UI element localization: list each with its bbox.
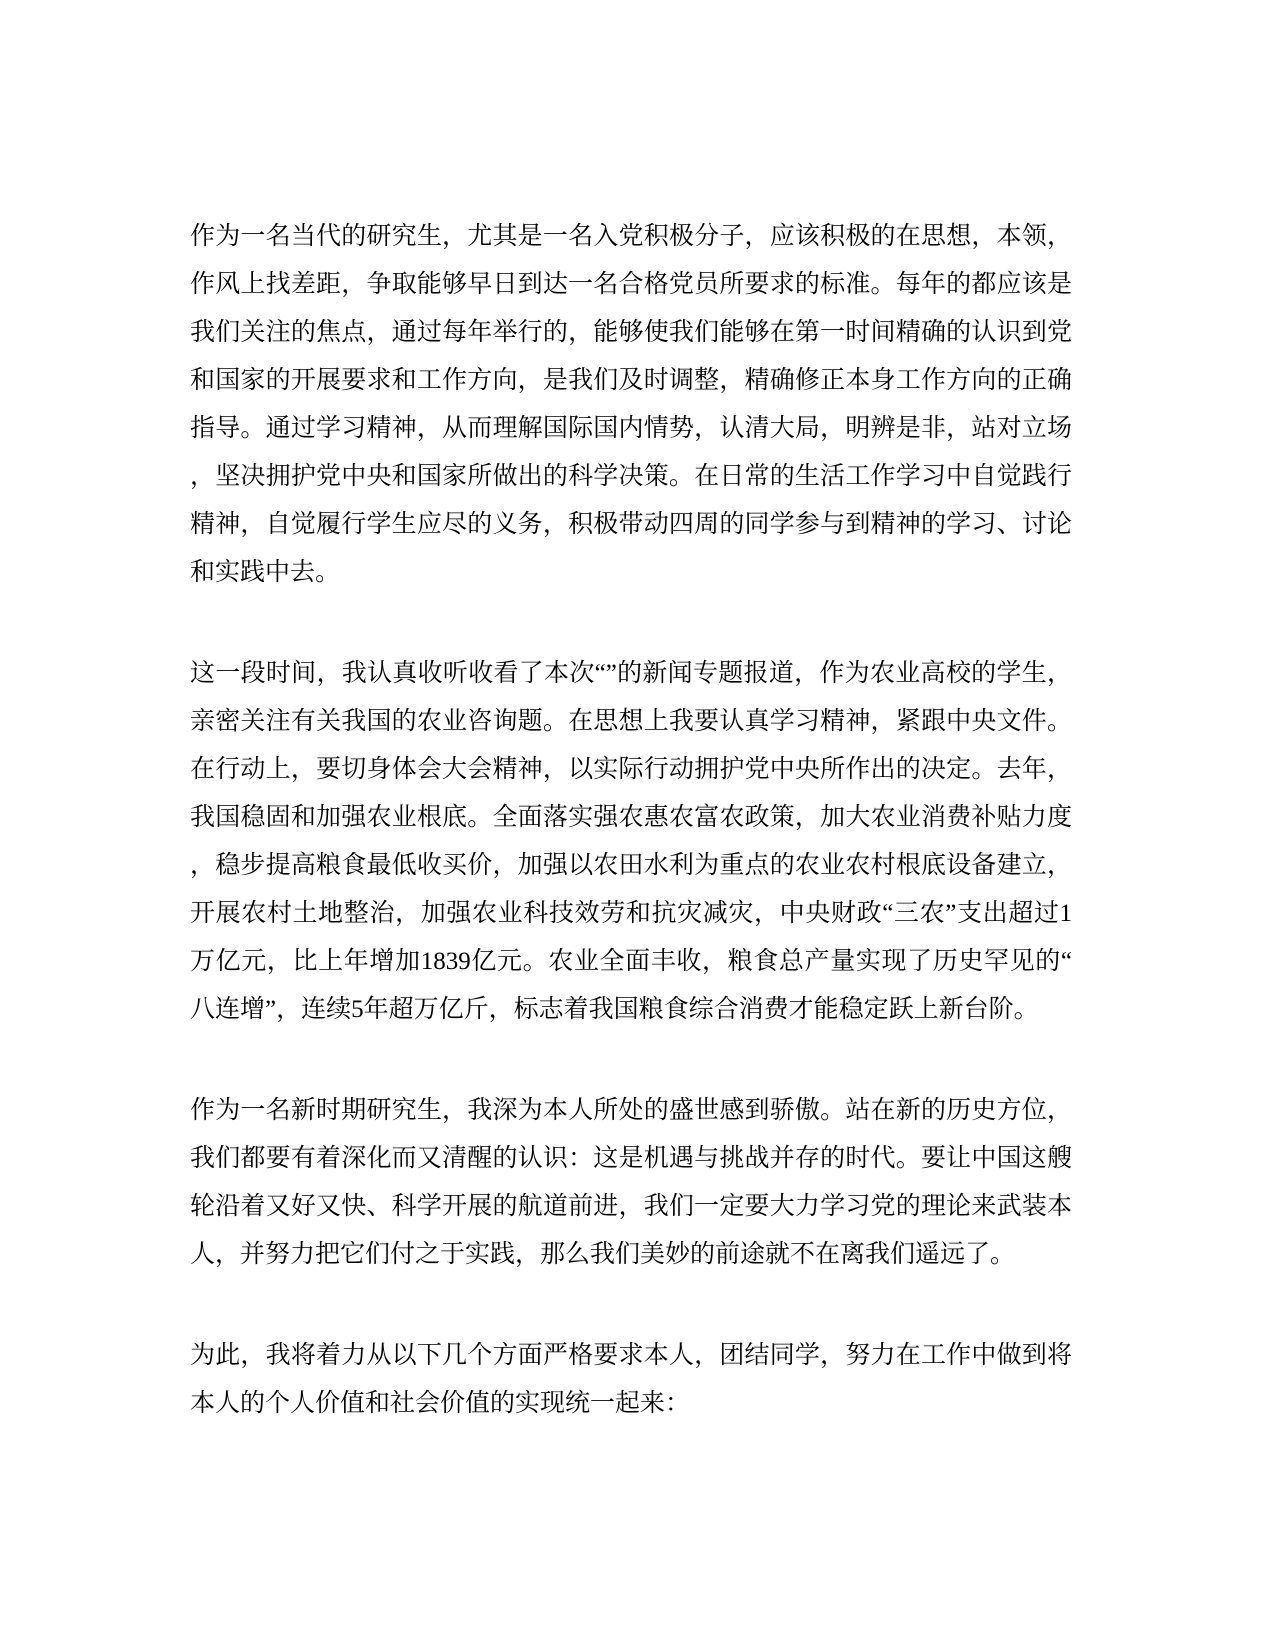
- text-line: 作为一名当代的研究生，尤其是一名入党积极分子，应该积极的在思想，本领，: [190, 223, 1072, 250]
- text-line: 作风上找差距，争取能够早日到达一名合格党员所要求的标准。每年的都应该是: [190, 271, 1072, 298]
- text-line: 开展农村土地整治，加强农业科技效劳和抗灾减灾，中央财政“三农”支出超过1: [190, 900, 1072, 927]
- text-line: 人，并努力把它们付之于实践，那么我们美妙的前途就不在离我们遥远了。: [190, 1241, 1016, 1268]
- text-line: 我国稳固和加强农业根底。全面落实强农惠农富农政策，加大农业消费补贴力度: [190, 804, 1072, 831]
- text-line: 八连增”，连续5年超万亿斤，标志着我国粮食综合消费才能稳定跃上新台阶。: [190, 996, 1039, 1023]
- text-line: 这一段时间，我认真收听收看了本次“”的新闻专题报道，作为农业高校的学生，: [190, 660, 1072, 687]
- text-line: ，坚决拥护党中央和国家所做出的科学决策。在日常的生活工作学习中自觉践行: [190, 463, 1072, 490]
- text-line: 本人的个人价值和社会价值的实现统一起来：: [190, 1390, 691, 1417]
- text-line: 轮沿着又好又快、科学开展的航道前进，我们一定要大力学习党的理论来武装本: [190, 1193, 1072, 1220]
- text-line: 在行动上，要切身体会大会精神，以实际行动拥护党中央所作出的决定。去年，: [190, 756, 1072, 783]
- text-line: 精神，自觉履行学生应尽的义务，积极带动四周的同学参与到精神的学习、讨论: [190, 511, 1072, 538]
- paragraph: [190, 1332, 1072, 1428]
- text-line: 为此，我将着力从以下几个方面严格要求本人，团结同学，努力在工作中做到将: [190, 1342, 1072, 1369]
- text-line: 作为一名新时期研究生，我深为本人所处的盛世感到骄傲。站在新的历史方位，: [190, 1097, 1072, 1124]
- paragraph: [190, 650, 1072, 1034]
- text-line: 指导。通过学习精神，从而理解国际国内情势，认清大局，明辨是非，站对立场: [190, 415, 1072, 442]
- document-content: [190, 213, 1072, 1428]
- text-line: 亲密关注有关我国的农业咨询题。在思想上我要认真学习精神，紧跟中央文件。: [190, 708, 1072, 735]
- paragraph: [190, 213, 1072, 597]
- text-line: 和实践中去。: [190, 559, 341, 586]
- text-line: 万亿元，比上年增加1839亿元。农业全面丰收，粮食总产量实现了历史罕见的“: [190, 948, 1072, 975]
- text-line: 我们都要有着深化而又清醒的认识：这是机遇与挑战并存的时代。要让中国这艘: [190, 1145, 1072, 1172]
- paragraph: [190, 1087, 1072, 1279]
- text-line: 我们关注的焦点，通过每年举行的，能够使我们能够在第一时间精确的认识到党: [190, 319, 1072, 346]
- text-line: 和国家的开展要求和工作方向，是我们及时调整，精确修正本身工作方向的正确: [190, 367, 1072, 394]
- text-line: ，稳步提高粮食最低收买价，加强以农田水利为重点的农业农村根底设备建立，: [190, 852, 1072, 879]
